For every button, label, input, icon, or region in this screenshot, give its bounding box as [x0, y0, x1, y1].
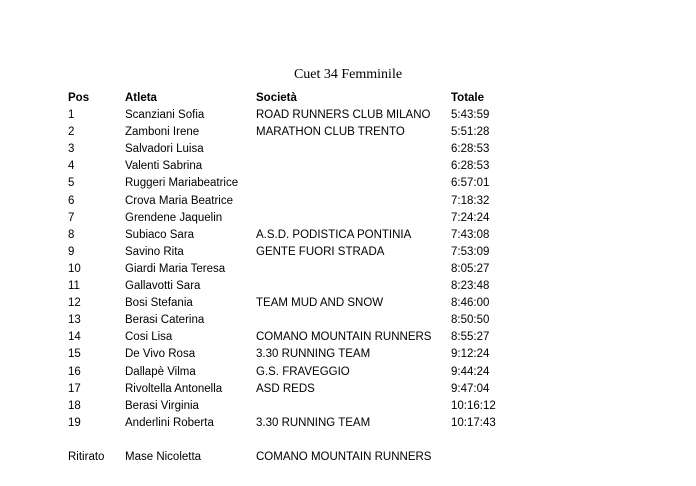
- cell-atleta: Salvadori Luisa: [125, 143, 204, 156]
- cell-atleta: Cosi Lisa: [125, 331, 173, 344]
- table-row: [0, 210, 696, 227]
- cell-atleta: Berasi Virginia: [125, 399, 199, 412]
- cell-societa: ROAD RUNNERS CLUB MILANO: [256, 109, 431, 122]
- cell-totale: 5:43:59: [451, 109, 490, 122]
- cell-societa: COMANO MOUNTAIN RUNNERS: [256, 331, 432, 344]
- cell-pos: 14: [68, 331, 81, 344]
- cell-pos: 18: [68, 399, 81, 412]
- cell-atleta: Gallavotti Sara: [125, 280, 201, 293]
- cell-pos: 8: [68, 228, 75, 241]
- cell-totale: 9:12:24: [451, 348, 490, 361]
- table-row: [0, 278, 696, 295]
- cell-totale: 8:50:50: [451, 314, 490, 327]
- table-row: [0, 141, 696, 158]
- retired-row: [0, 449, 696, 466]
- table-row: [0, 261, 696, 278]
- cell-societa: ASD REDS: [256, 382, 315, 395]
- table-row: [0, 175, 696, 192]
- cell-atleta: Scanziani Sofia: [125, 109, 205, 122]
- cell-atleta: Berasi Caterina: [125, 314, 205, 327]
- retired-label: Ritirato: [68, 450, 105, 463]
- header-pos: Pos: [68, 92, 90, 104]
- cell-totale: 7:43:08: [451, 228, 490, 241]
- table-row: [0, 244, 696, 261]
- cell-pos: 13: [68, 314, 81, 327]
- results-table: [0, 90, 696, 466]
- cell-totale: 10:16:12: [451, 399, 496, 412]
- cell-societa: G.S. FRAVEGGIO: [256, 365, 350, 378]
- cell-atleta: Bosi Stefania: [125, 297, 193, 310]
- table-row: [0, 124, 696, 141]
- cell-pos: 1: [68, 109, 75, 122]
- cell-pos: 10: [68, 262, 81, 275]
- table-row: [0, 415, 696, 432]
- cell-totale: 6:28:53: [451, 143, 490, 156]
- header-atleta: Atleta: [125, 92, 157, 104]
- cell-atleta: Grendene Jaquelin: [125, 211, 223, 224]
- cell-totale: 10:17:43: [451, 416, 496, 429]
- cell-pos: 19: [68, 416, 81, 429]
- table-row: [0, 398, 696, 415]
- cell-pos: 5: [68, 177, 75, 190]
- cell-pos: 3: [68, 143, 75, 156]
- cell-pos: 12: [68, 297, 81, 310]
- row-gap: [0, 432, 696, 449]
- cell-totale: 7:53:09: [451, 245, 490, 258]
- cell-pos: 17: [68, 382, 81, 395]
- cell-pos: 15: [68, 348, 81, 361]
- table-row: [0, 193, 696, 210]
- cell-societa: A.S.D. PODISTICA PONTINIA: [256, 228, 412, 241]
- cell-societa: 3.30 RUNNING TEAM: [256, 416, 371, 429]
- table-row: [0, 158, 696, 175]
- cell-atleta: Zamboni Irene: [125, 126, 200, 139]
- table-header: [0, 90, 696, 107]
- header-totale: Totale: [451, 92, 485, 104]
- cell-atleta: Crova Maria Beatrice: [125, 194, 234, 207]
- cell-pos: 16: [68, 365, 81, 378]
- cell-atleta: Dallapè Vilma: [125, 365, 196, 378]
- cell-atleta: Giardi Maria Teresa: [125, 262, 226, 275]
- cell-totale: 8:05:27: [451, 262, 490, 275]
- cell-totale: 5:51:28: [451, 126, 490, 139]
- table-row: [0, 346, 696, 363]
- cell-atleta: Anderlini Roberta: [125, 416, 214, 429]
- cell-totale: 6:28:53: [451, 160, 490, 173]
- cell-atleta: Ruggeri Mariabeatrice: [125, 177, 239, 190]
- cell-totale: 9:44:24: [451, 365, 490, 378]
- retired-athlete: Mase Nicoletta: [125, 450, 202, 463]
- header-societa: Società: [256, 92, 297, 104]
- cell-totale: 8:46:00: [451, 297, 490, 310]
- cell-atleta: Savino Rita: [125, 245, 184, 258]
- retired-club: COMANO MOUNTAIN RUNNERS: [256, 450, 432, 463]
- table-row: [0, 107, 696, 124]
- cell-totale: 7:18:32: [451, 194, 490, 207]
- table-row: [0, 364, 696, 381]
- cell-societa: MARATHON CLUB TRENTO: [256, 126, 405, 139]
- cell-pos: 11: [68, 280, 80, 293]
- table-row: [0, 295, 696, 312]
- cell-totale: 6:57:01: [451, 177, 490, 190]
- cell-societa: GENTE FUORI STRADA: [256, 245, 385, 258]
- cell-societa: 3.30 RUNNING TEAM: [256, 348, 371, 361]
- cell-atleta: Rivoltella Antonella: [125, 382, 223, 395]
- cell-pos: 9: [68, 245, 75, 258]
- cell-pos: 6: [68, 194, 75, 207]
- cell-atleta: Valenti Sabrina: [125, 160, 203, 173]
- cell-totale: 9:47:04: [451, 382, 490, 395]
- cell-atleta: De Vivo Rosa: [125, 348, 196, 361]
- table-row: [0, 227, 696, 244]
- table-row: [0, 381, 696, 398]
- cell-pos: 7: [68, 211, 75, 224]
- table-body: [0, 107, 696, 432]
- cell-atleta: Subiaco Sara: [125, 228, 195, 241]
- table-row: [0, 329, 696, 346]
- cell-societa: TEAM MUD AND SNOW: [256, 297, 384, 310]
- cell-totale: 7:24:24: [451, 211, 490, 224]
- cell-totale: 8:23:48: [451, 280, 490, 293]
- cell-pos: 4: [68, 160, 75, 173]
- cell-totale: 8:55:27: [451, 331, 490, 344]
- table-row: [0, 312, 696, 329]
- page-title: Cuet 34 Femminile: [293, 67, 403, 82]
- cell-pos: 2: [68, 126, 75, 139]
